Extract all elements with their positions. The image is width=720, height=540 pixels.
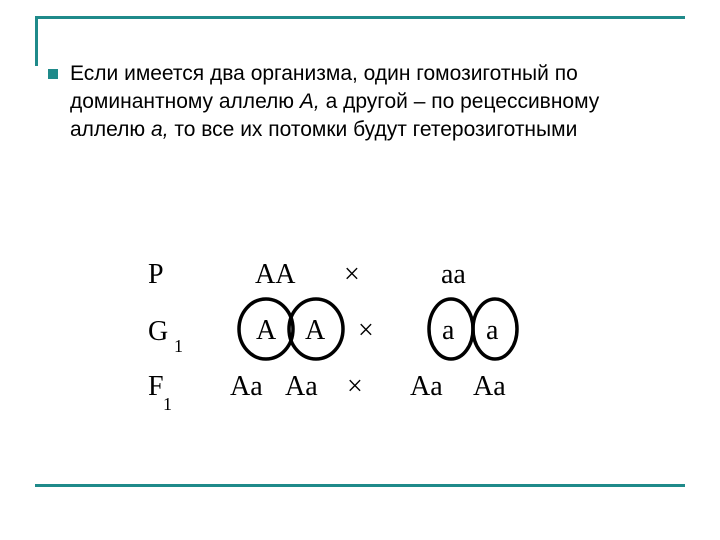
parent2-genotype: aa — [441, 259, 466, 290]
text-part-1: Если имеется два организма, один гомозиготный по доминантному аллелю — [70, 62, 578, 113]
offspring-3: Aa — [410, 371, 443, 402]
text-part-2: а другой – по рецессивному аллелю — [70, 90, 600, 141]
gamete-1: A — [256, 315, 277, 346]
dominant-allele: А, — [299, 90, 320, 113]
f-subscript: 1 — [163, 394, 172, 414]
gamete-2: A — [305, 315, 326, 346]
gamete-3: a — [442, 315, 455, 346]
cross-sign-g: × — [358, 315, 374, 346]
parent1-genotype: AA — [255, 259, 296, 290]
g-subscript: 1 — [174, 336, 183, 356]
cross-sign-f: × — [347, 371, 363, 402]
p-label: P — [148, 259, 164, 290]
offspring-1: Aa — [230, 371, 263, 402]
text-part-3: то все их потомки будут гетерозиготными — [168, 118, 578, 141]
offspring-4: Aa — [473, 371, 506, 402]
g-label: G — [148, 316, 169, 347]
f-label: F — [148, 371, 164, 402]
recessive-allele: а, — [151, 118, 169, 141]
gamete-4: a — [486, 315, 499, 346]
offspring-2: Aa — [285, 371, 318, 402]
cross-sign-p: × — [344, 259, 360, 290]
bottom-rule — [35, 484, 685, 487]
